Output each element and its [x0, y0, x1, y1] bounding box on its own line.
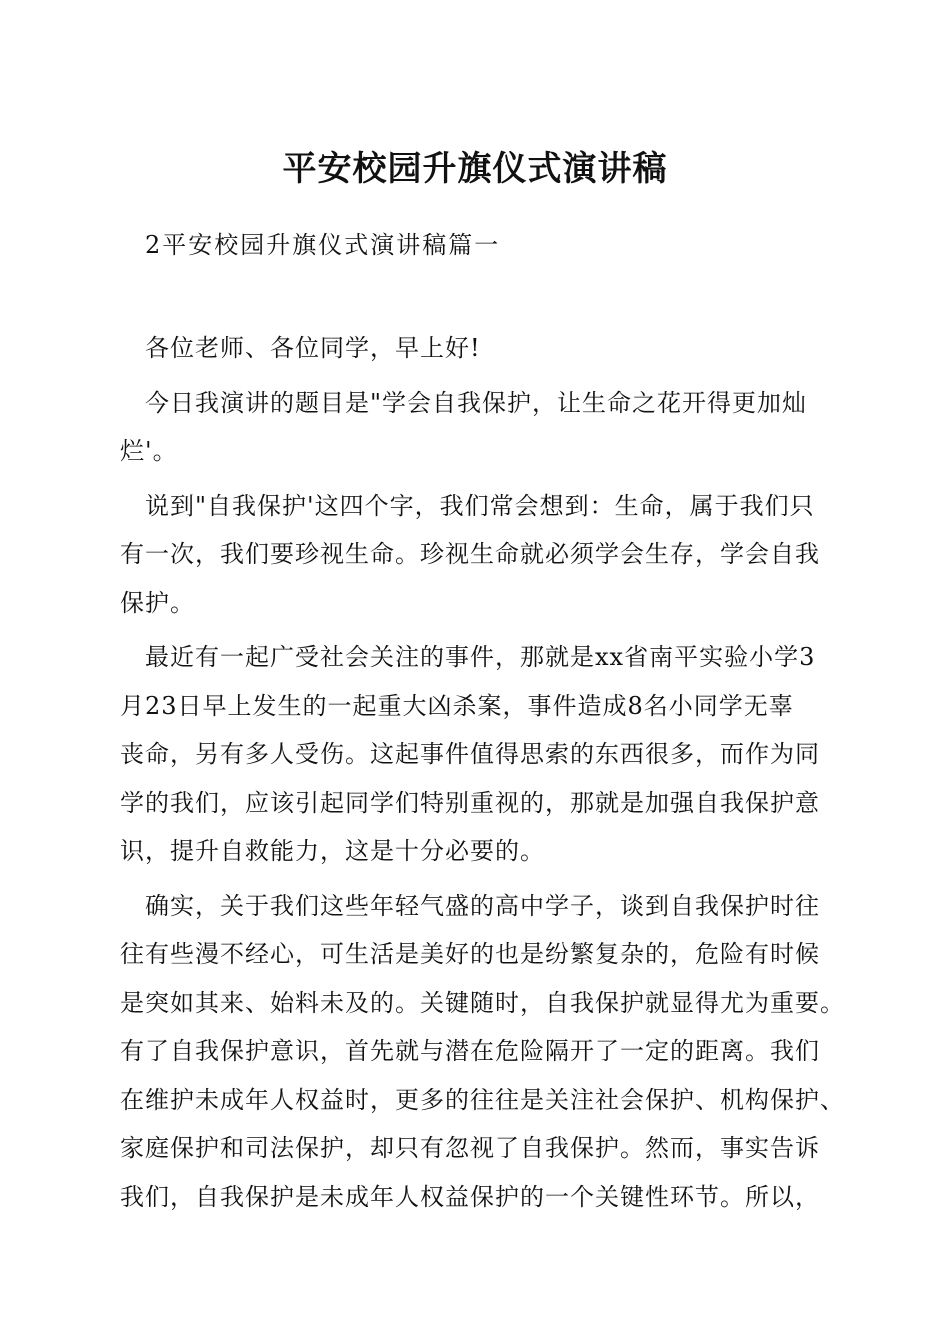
text-line: 我们，自我保护是未成年人权益保护的一个关键性环节。所以， [120, 1182, 820, 1211]
paragraph-self-protection [120, 482, 840, 628]
text-line: 确实，关于我们这些年轻气盛的高中学子，谈到自我保护时往 [145, 891, 820, 920]
paragraph-awareness [120, 882, 845, 1222]
text-line: 烂'。 [120, 437, 178, 465]
text-line: 是突如其来、始料未及的。关键随时，自我保护就显得尤为重要。 [120, 988, 845, 1017]
document-subtitle: 2平安校园升旗仪式演讲稿篇一 [145, 231, 501, 259]
text-line: 保护。 [120, 588, 195, 617]
text-line: 最近有一起广受社会关注的事件，那就是xx省南平实验小学3 [145, 643, 816, 671]
text-line: 学的我们，应该引起同学们特别重视的，那就是加强自我保护意 [120, 788, 820, 817]
document-body [120, 324, 845, 1227]
text-line: 各位老师、各位同学，早上好! [145, 334, 481, 362]
paragraph-greeting [120, 324, 840, 373]
text-line: 丧命，另有多人受伤。这起事件值得思索的东西很多，而作为同 [120, 740, 820, 768]
text-line: 今日我演讲的题目是"学会自我保护，让生命之花开得更加灿 [145, 388, 808, 417]
text-line: 说到"自我保护'这四个字，我们常会想到：生命，属于我们只 [145, 491, 815, 520]
text-line: 有了自我保护意识，首先就与潜在危险隔开了一定的距离。我们 [120, 1037, 820, 1065]
text-line: 在维护未成年人权益时，更多的往往是关注社会保护、机构保护、 [120, 1085, 845, 1114]
paragraph-topic [120, 379, 840, 476]
text-line: 往有些漫不经心，可生活是美好的也是纷繁复杂的，危险有时候 [120, 940, 820, 968]
text-line: 有一次，我们要珍视生命。珍视生命就必须学会生存，学会自我 [120, 540, 820, 568]
text-line: 家庭保护和司法保护，却只有忽视了自我保护。然而，事实告诉 [120, 1134, 820, 1162]
paragraph-event [120, 633, 840, 876]
text-line: 识，提升自救能力，这是十分必要的。 [120, 837, 545, 865]
text-line: 月23日早上发生的一起重大凶杀案，事件造成8名小同学无辜 [120, 691, 794, 720]
document-title: 平安校园升旗仪式演讲稿 [282, 149, 668, 189]
